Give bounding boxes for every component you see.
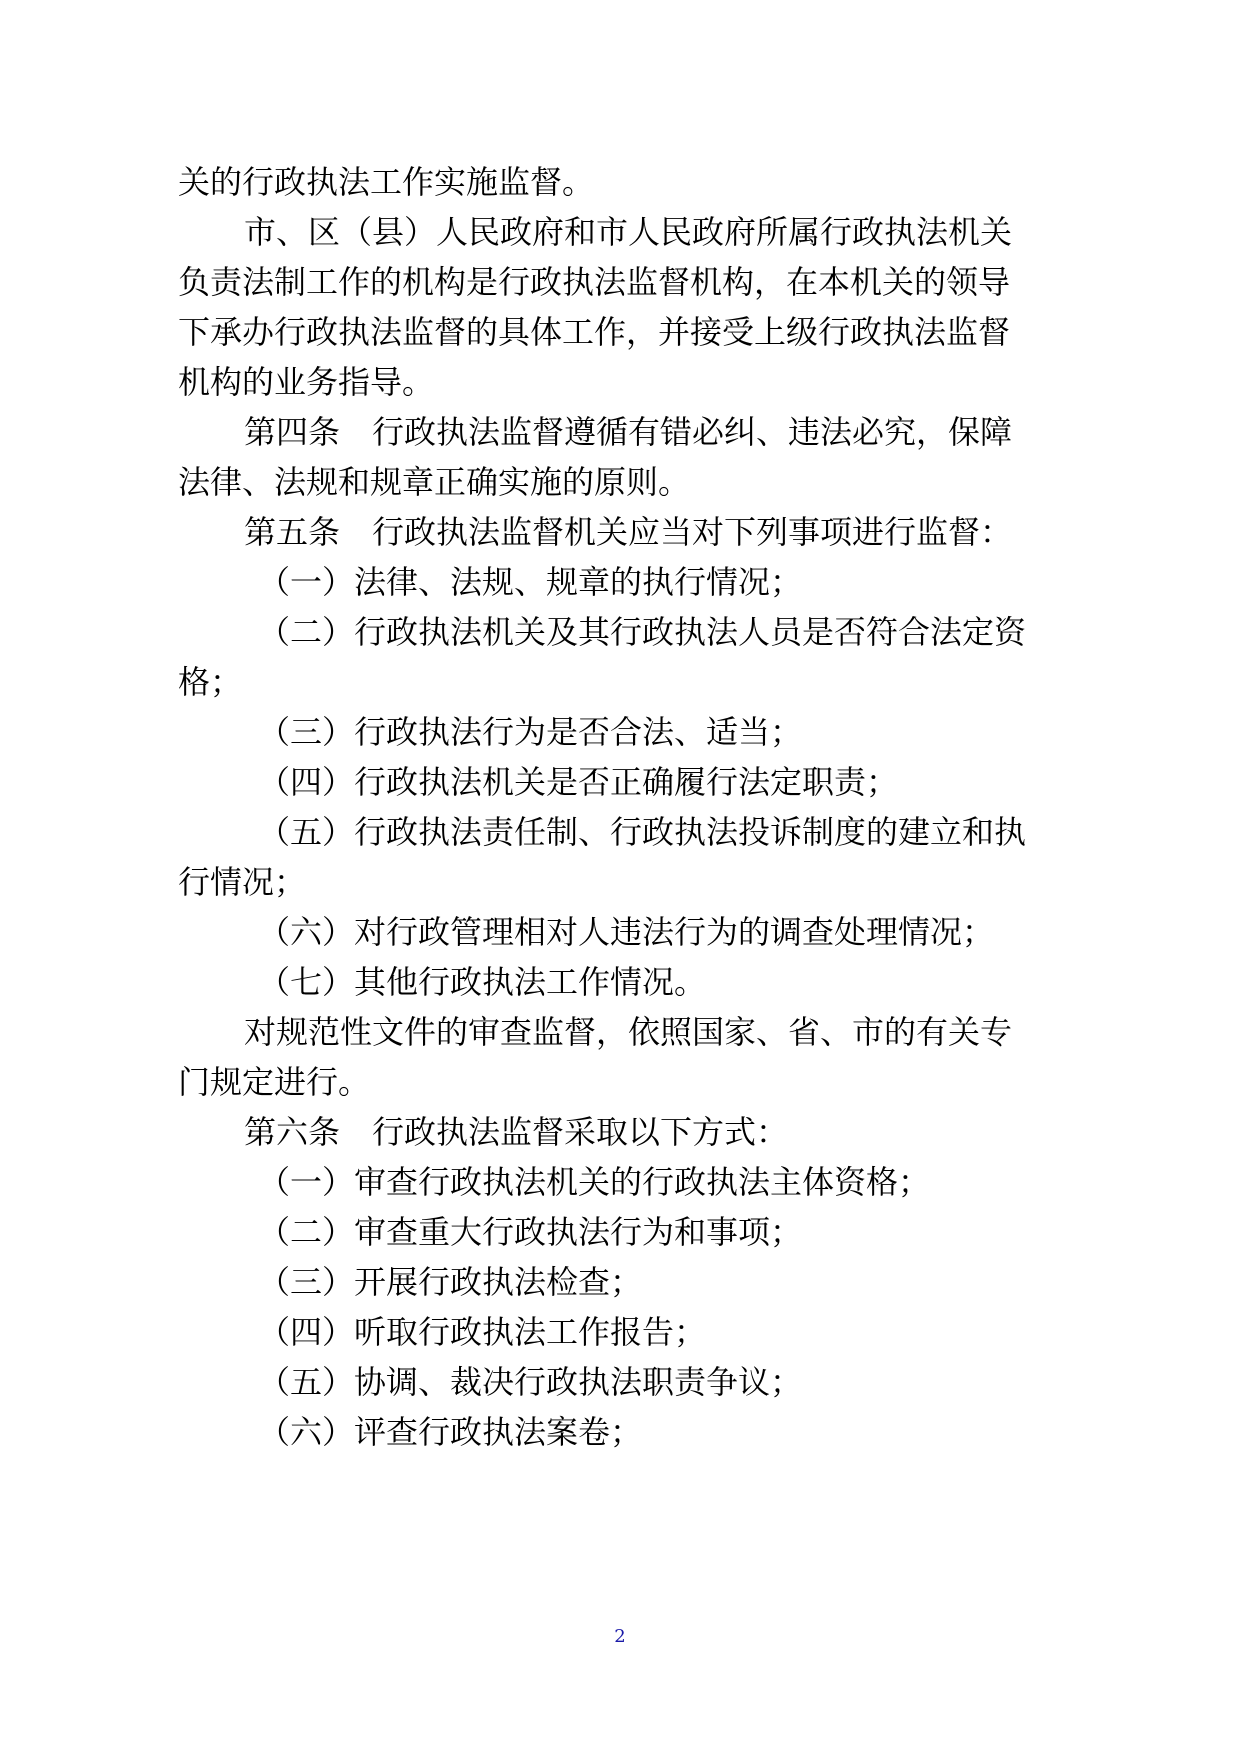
article-5-heading: 第五条 行政执法监督机关应当对下列事项进行监督： [244, 513, 1013, 551]
page-number: 2 [614, 1626, 626, 1647]
text-line: 机构的业务指导。 [178, 363, 435, 401]
article-6-heading: 第六条 行政执法监督采取以下方式： [244, 1113, 789, 1151]
text-line: 关的行政执法工作实施监督。 [178, 163, 595, 201]
list-item: （六）对行政管理相对人违法行为的调查处理情况； [258, 913, 995, 951]
text-line: 市、区（县）人民政府和市人民政府所属行政执法机关 [244, 213, 1013, 251]
list-item: （三）行政执法行为是否合法、适当； [258, 713, 803, 751]
text-line: 法律、法规和规章正确实施的原则。 [178, 463, 691, 501]
article-4-heading: 第四条 行政执法监督遵循有错必纠、违法必究，保障 [244, 413, 1013, 451]
list-item: （六）评查行政执法案卷； [258, 1413, 643, 1451]
list-item: （一）审查行政执法机关的行政执法主体资格； [258, 1163, 931, 1201]
text-line: 门规定进行。 [178, 1063, 371, 1101]
list-item: （一）法律、法规、规章的执行情况； [258, 563, 803, 601]
text-line: 下承办行政执法监督的具体工作，并接受上级行政执法监督 [178, 313, 1011, 351]
list-item: （四）听取行政执法工作报告； [258, 1313, 707, 1351]
list-item: （五）行政执法责任制、行政执法投诉制度的建立和执 [258, 813, 1027, 851]
text-line: 行情况； [178, 863, 307, 901]
list-item: （三）开展行政执法检查； [258, 1263, 643, 1301]
text-line: 格； [178, 663, 243, 701]
list-item: （五）协调、裁决行政执法职责争议； [258, 1363, 803, 1401]
list-item: （二）行政执法机关及其行政执法人员是否符合法定资 [258, 613, 1027, 651]
list-item: （四）行政执法机关是否正确履行法定职责； [258, 763, 899, 801]
list-item: （七）其他行政执法工作情况。 [258, 963, 707, 1001]
text-line: 负责法制工作的机构是行政执法监督机构，在本机关的领导 [178, 263, 1011, 301]
list-item: （二）审查重大行政执法行为和事项； [258, 1213, 803, 1251]
text-line: 对规范性文件的审查监督，依照国家、省、市的有关专 [244, 1013, 1013, 1051]
